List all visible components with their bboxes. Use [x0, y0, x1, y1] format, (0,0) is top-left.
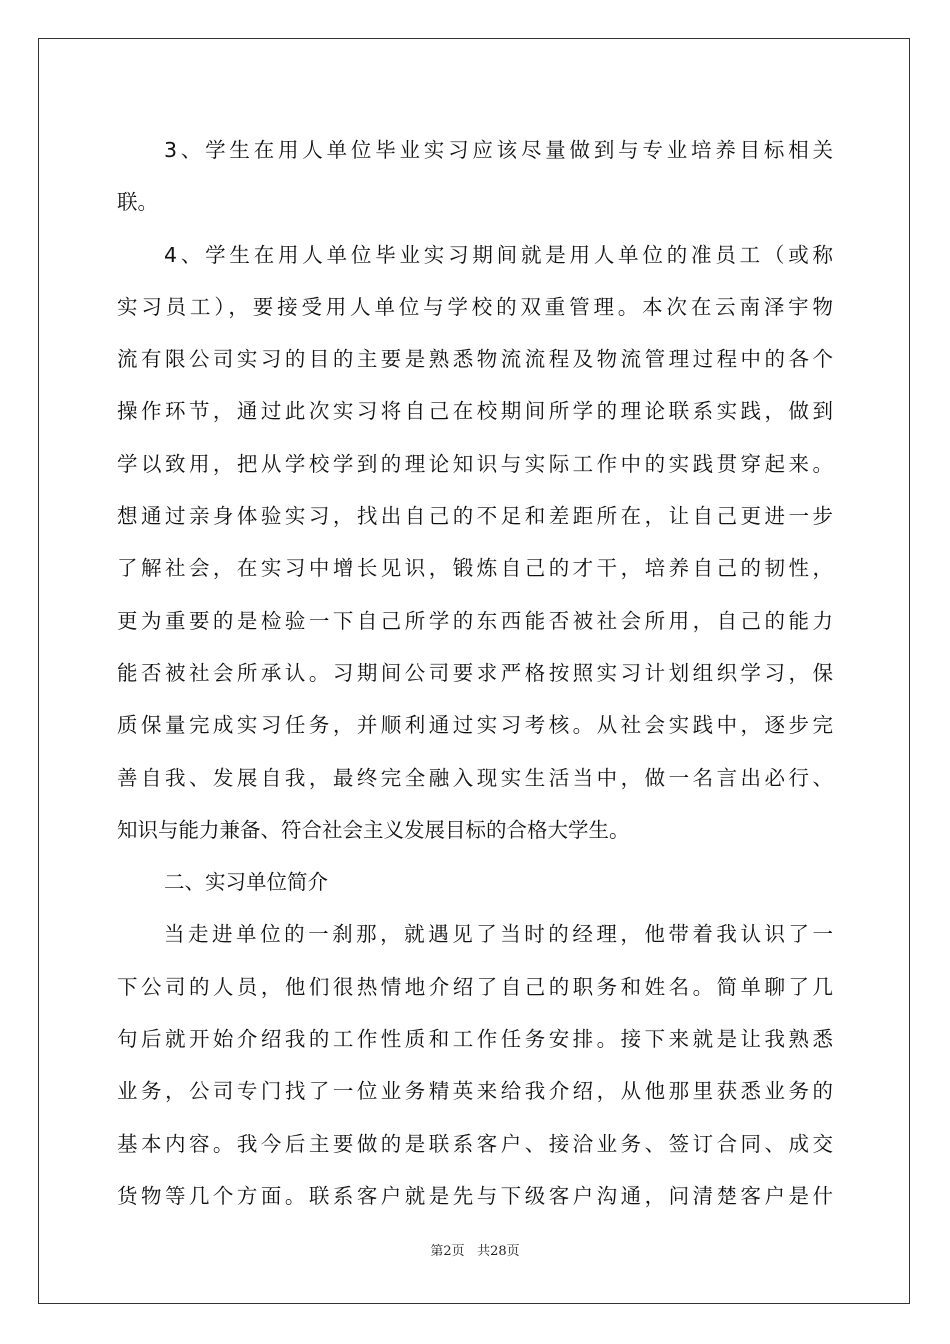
text-line: 联。	[117, 190, 158, 215]
text-line: 当走进单位的一刹那，就遇见了当时的经理，他带着我认识了一	[164, 922, 833, 947]
text-line: 了解社会，在实习中增长见识，锻炼自己的才干，培养自己的韧性，	[117, 556, 833, 581]
text-line: 学以致用，把从学校学到的理论知识与实际工作中的实践贯穿起来。	[117, 451, 833, 476]
text-line: 3、学生在用人单位毕业实习应该尽量做到与专业培养目标相关	[164, 138, 833, 162]
footer-gap	[465, 1244, 477, 1259]
text-line: 知识与能力兼备、符合社会主义发展目标的合格大学生。	[117, 817, 630, 842]
text-line: 下公司的人员，他们很热情地介绍了自己的职务和姓名。简单聊了几	[117, 974, 833, 999]
page-number: 第2页	[430, 1244, 465, 1259]
text-line: 善自我、发展自我，最终完全融入现实生活当中，做一名言出必行、	[117, 765, 833, 790]
text-line: 流有限公司实习的目的主要是熟悉物流流程及物流管理过程中的各个	[117, 347, 833, 372]
text-line: 质保量完成实习任务，并顺利通过实习考核。从社会实践中，逐步完	[117, 713, 833, 738]
section-heading: 二、实习单位简介	[164, 870, 328, 895]
text-line: 想通过亲身体验实习，找出自己的不足和差距所在，让自己更进一步	[117, 504, 833, 529]
page-footer	[0, 1240, 950, 1259]
page-total: 共28页	[477, 1244, 520, 1259]
text-line: 操作环节，通过此次实习将自己在校期间所学的理论联系实践，做到	[117, 399, 833, 424]
text-line: 能否被社会所承认。习期间公司要求严格按照实习计划组织学习，保	[117, 660, 833, 685]
text-line: 业务，公司专门找了一位业务精英来给我介绍，从他那里获悉业务的	[117, 1079, 833, 1104]
text-line: 实习员工），要接受用人单位与学校的双重管理。本次在云南泽宇物	[117, 294, 833, 319]
text-line: 4、学生在用人单位毕业实习期间就是用人单位的准员工（或称	[164, 242, 833, 267]
text-line: 更为重要的是检验一下自己所学的东西能否被社会所用，自己的能力	[117, 608, 833, 633]
document-body	[117, 124, 833, 1222]
text-line: 货物等几个方面。联系客户就是先与下级客户沟通，问清楚客户是什	[117, 1183, 833, 1208]
text-line: 基本内容。我今后主要做的是联系客户、接洽业务、签订合同、成交	[117, 1131, 833, 1156]
text-line: 句后就开始介绍我的工作性质和工作任务安排。接下来就是让我熟悉	[117, 1027, 833, 1052]
